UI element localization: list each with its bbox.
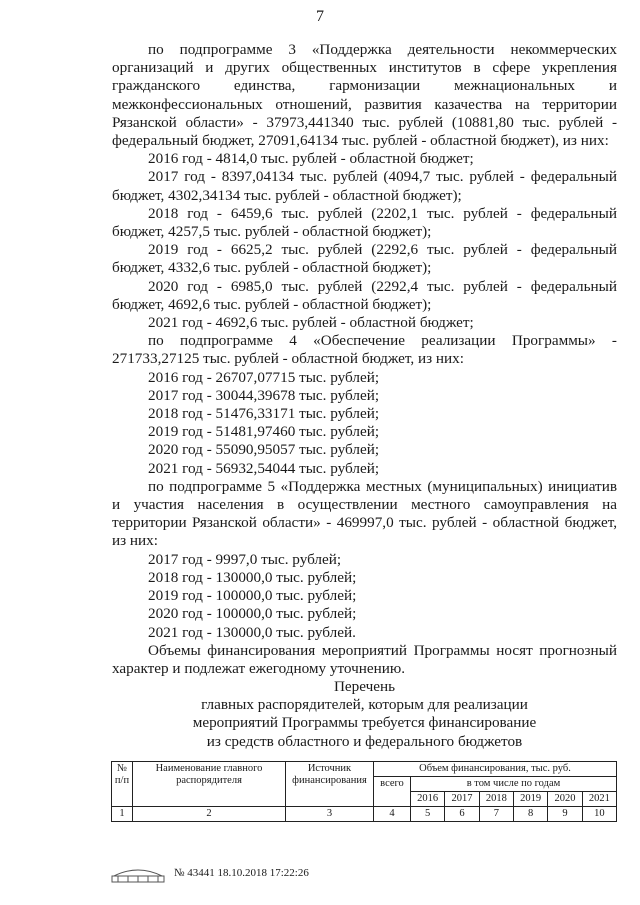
header-year: 2017 [445, 792, 479, 807]
header-year: 2021 [582, 792, 616, 807]
list-item: 2021 год - 56932,54044 тыс. рублей; [148, 459, 380, 477]
header-num: № п/п [112, 762, 133, 807]
list-item: 2018 год - 6459,6 тыс. рублей (2202,1 тыс. рублей - федеральный бюджет, 4257,5 тыс. рублей - областной бюджет); [112, 204, 617, 241]
table-cell: 1 [112, 807, 133, 822]
paragraph-subprogram-5: по подпрограмме 5 «Поддержка местных (муниципальных) инициатив и участия населения в осуществлении местного самоуправления на территории Рязанской области» - 469997,0 тыс. рублей - областной бюджет, из них: [112, 477, 617, 550]
registration-stamp: № 43441 18.10.2018 17:22:26 [174, 867, 309, 879]
list-item: 2020 год - 100000,0 тыс. рублей; [148, 605, 357, 623]
list-heading-line: главных распорядителей, которым для реализации [201, 696, 528, 714]
table-cell: 7 [479, 807, 513, 822]
list-item: 2017 год - 30044,39678 тыс. рублей; [148, 386, 380, 404]
header-year: 2019 [513, 792, 547, 807]
header-year: 2018 [479, 792, 513, 807]
list-item: 2018 год - 130000,0 тыс. рублей; [148, 568, 357, 586]
table-row [112, 807, 617, 822]
document-footer [108, 862, 309, 884]
list-item: 2019 год - 6625,2 тыс. рублей (2292,6 тыс. рублей - федеральный бюджет, 4332,6 тыс. рублей - областной бюджет); [112, 241, 617, 277]
list-item: 2018 год - 51476,33171 тыс. рублей; [148, 405, 380, 423]
table-cell: 5 [411, 807, 445, 822]
list-item: 2019 год - 51481,97460 тыс. рублей; [148, 423, 380, 441]
list-item: 2019 год - 100000,0 тыс. рублей; [148, 587, 357, 605]
list-item: 2021 год - 4692,6 тыс. рублей - областной бюджет; [148, 314, 474, 332]
list-heading-line: мероприятий Программы требуется финансирование [192, 714, 537, 732]
list-item: 2017 год - 8397,04134 тыс. рублей (4094,7 тыс. рублей - федеральный бюджет, 4302,34134 тыс. рублей - областной бюджет); [112, 168, 617, 204]
header-year: 2020 [548, 792, 582, 807]
table-cell: 9 [548, 807, 582, 822]
header-name: Наименование главного распорядителя [133, 762, 286, 807]
header-total: всего [374, 777, 411, 807]
document-body [112, 41, 617, 678]
page-number: 7 [316, 8, 324, 25]
table-cell: 8 [513, 807, 547, 822]
table-cell: 4 [374, 807, 411, 822]
paragraph-forecast-note: Объемы финансирования мероприятий Программы носят прогнозный характер и подлежат ежегодному уточнению. [112, 641, 617, 677]
header-year: 2016 [411, 792, 445, 807]
table-cell: 2 [133, 807, 286, 822]
paragraph-subprogram-4: по подпрограмме 4 «Обеспечение реализации Программы» - 271733,27125 тыс. рублей - областной бюджет, из них: [112, 332, 617, 368]
table-cell: 10 [582, 807, 616, 822]
list-item: 2016 год - 26707,07715 тыс. рублей; [148, 368, 380, 386]
list-item: 2017 год - 9997,0 тыс. рублей; [148, 550, 342, 568]
header-years-group: в том числе по годам [411, 777, 617, 792]
header-source: Источник финансирования [286, 762, 374, 807]
table-header-row [112, 762, 617, 777]
table-cell: 6 [445, 807, 479, 822]
list-heading [112, 678, 617, 751]
header-volume: Объем финансирования, тыс. руб. [374, 762, 617, 777]
list-item: 2020 год - 6985,0 тыс. рублей (2292,4 тыс. рублей - федеральный бюджет, 4692,6 тыс. рублей - областной бюджет); [112, 277, 617, 313]
table-cell: 3 [286, 807, 374, 822]
list-item: 2020 год - 55090,95057 тыс. рублей; [148, 441, 380, 459]
paragraph-subprogram-3: по подпрограмме 3 «Поддержка деятельности некоммерческих организаций и других общественных институтов в сфере укрепления гражданского единства, гармонизации межнациональных и межконфессиональных отношений, развития казачества на территории Рязанской области» - 37973,441340 тыс. рублей (10881,80 тыс. рублей - федеральный бюджет, 27091,64134 тыс. рублей - областной бюджет), из них: [112, 41, 617, 150]
list-item: 2016 год - 4814,0 тыс. рублей - областной бюджет; [148, 150, 474, 168]
registry-emblem-icon [108, 862, 168, 884]
funding-table [111, 761, 617, 822]
list-heading-line: из средств областного и федерального бюджетов [206, 732, 523, 750]
list-heading-line: Перечень [333, 678, 396, 695]
list-item: 2021 год - 130000,0 тыс. рублей. [148, 623, 356, 641]
